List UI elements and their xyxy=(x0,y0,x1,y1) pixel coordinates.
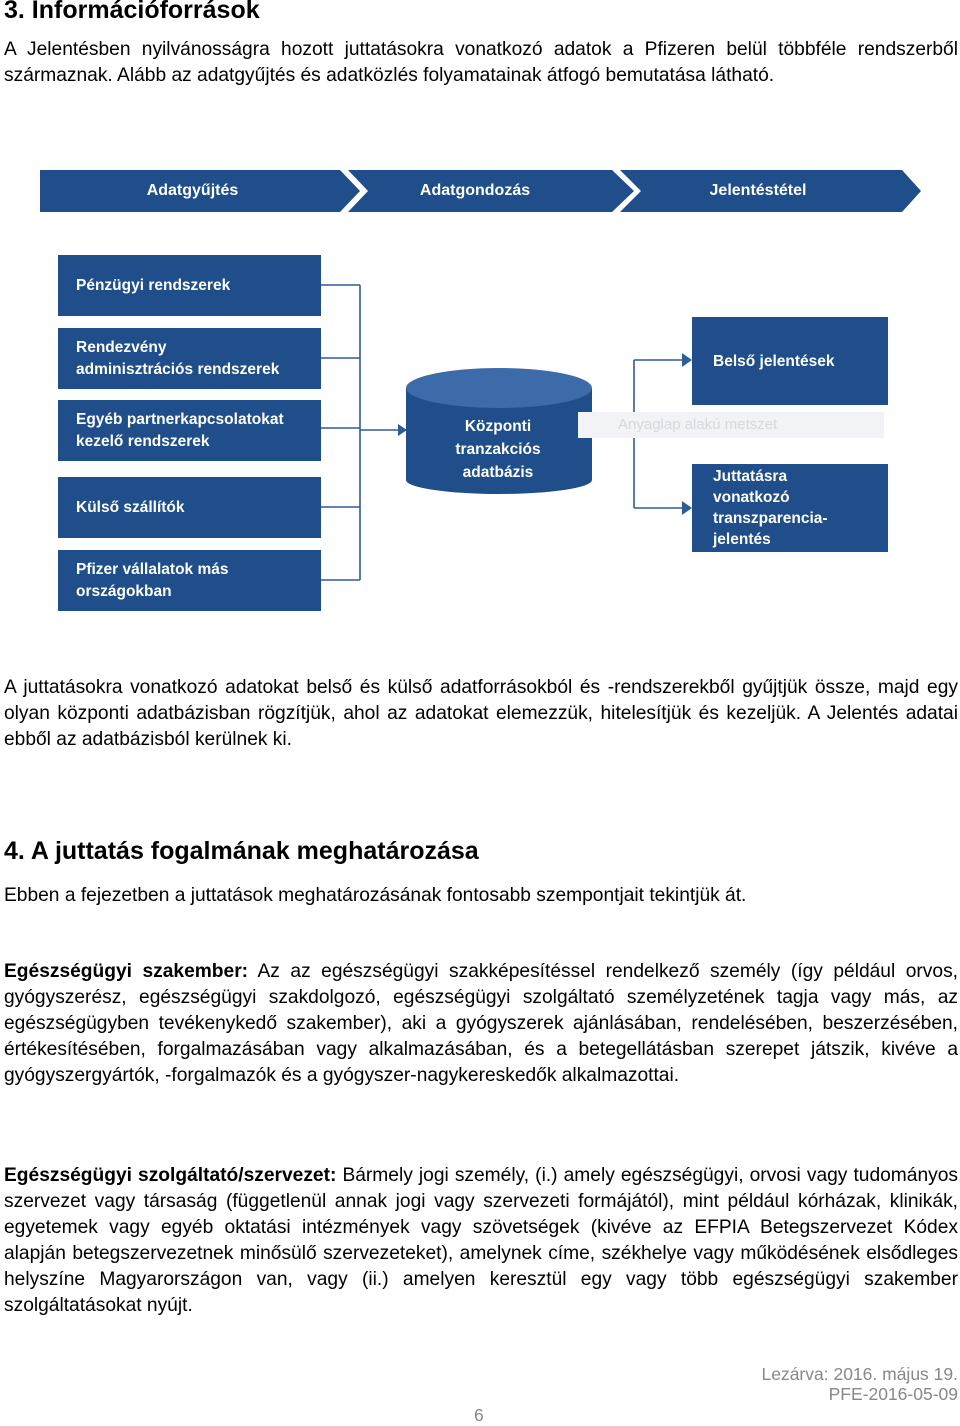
source-connectors xyxy=(321,285,398,580)
source-label: Rendezvény xyxy=(76,338,167,356)
footer-closed-date: Lezárva: 2016. május 19. xyxy=(761,1364,958,1384)
section-4-heading: 4. A juttatás fogalmának meghatározása xyxy=(4,837,479,865)
source-financial-systems xyxy=(58,255,321,316)
source-pfizer-other-countries xyxy=(58,550,321,611)
phase-reporting: Jelentéstétel xyxy=(709,182,807,199)
arrow-to-transparency-report xyxy=(682,501,692,515)
section-3-heading: 3. Információforrások xyxy=(4,0,260,24)
source-label: országokban xyxy=(76,582,172,600)
diagram-explanation: A juttatásokra vonatkozó adatokat belső és külső adatforrásokból és -rendszerekből gyűjtjük össze, majd egy olyan központi adatbázisban rögzítjük, ahol az adatokat elemezzük, hitelesítjük és kezeljük. A Jelentés adatai ebből az adatbázisból kerülnek ki. xyxy=(4,677,958,750)
source-external-vendors xyxy=(58,477,321,538)
section-3-intro: A Jelentésben nyilvánosságra hozott juttatásokra vonatkozó adatok a Pfizeren belül többféle rendszerből származnak. Alább az adatgyűjtés és adatközlés folyamatainak átfogó bemutatása látható. xyxy=(4,39,958,86)
footer-document-code: PFE-2016-05-09 xyxy=(828,1384,958,1404)
database-label-line: adatbázis xyxy=(462,464,534,481)
definition-term: Egészségügyi szolgáltató/szervezet: xyxy=(4,1165,337,1186)
database-label xyxy=(406,415,590,484)
database-label-line: tranzakciós xyxy=(455,441,541,458)
source-label: kezelő rendszerek xyxy=(76,432,210,450)
output-label: jelentés xyxy=(713,531,771,548)
output-transparency-report xyxy=(692,464,888,552)
definition-healthcare-professional xyxy=(4,959,958,1089)
data-flow-diagram xyxy=(0,160,960,630)
source-label: Egyéb partnerkapcsolatokat xyxy=(76,410,284,428)
output-label: transzparencia- xyxy=(713,510,828,527)
source-label: Pfizer vállalatok más xyxy=(76,560,229,578)
page-number: 6 xyxy=(474,1405,484,1425)
output-label: Juttatásra vonatkozó xyxy=(713,468,790,506)
output-internal-reports xyxy=(692,317,888,405)
definition-healthcare-organization xyxy=(4,1163,958,1319)
source-label: Külső szállítók xyxy=(76,498,185,516)
section-4-intro: Ebben a fejezetben a juttatások meghatározásának fontosabb szempontjait tekintjük át. xyxy=(4,885,747,906)
definition-text: Bármely jogi személy, (i.) amely egészségügyi, orvosi vagy tudományos szervezet vagy társaság (függetlenül annak jogi vagy szervezeti formájától), mint például kórházak, klinikák, egyetemek vagy egyéb oktatási intézmények vagy szövetségek (kivéve az EFPIA Betegszervezet Kódex alapján betegszervezetnek minősülő szervezeteket), amelynek címe, székhelye vagy működésének elsődleges helyszíne Magyarországon van, vagy (ii.) amelyen keresztül egy vagy több egészségügyi szakember szolgáltatásokat nyújt. xyxy=(4,1165,958,1316)
definition-term: Egészségügyi szakember: xyxy=(4,961,249,982)
output-label: Belső jelentések xyxy=(713,352,835,370)
database-label-line: Központi xyxy=(464,418,532,435)
source-label: Pénzügyi rendszerek xyxy=(76,276,231,294)
phase-curation: Adatgondozás xyxy=(419,182,531,199)
arrow-to-internal-reports xyxy=(682,353,692,367)
source-label: adminisztrációs rendszerek xyxy=(76,360,280,378)
phase-collection: Adatgyűjtés xyxy=(146,182,239,199)
source-event-admin-systems xyxy=(58,328,321,389)
definition-text: Az az egészségügyi szakképesítéssel rendelkező személy (így például orvos, gyógyszerész, egészségügyi szakdolgozó, egészségügyi szolgáltató személyzetének tagja vagy más, az egészségügyben tevékenykedő szakember), aki a gyógyszerek ajánlásában, rendelésében, beszerzésében, értékesítésében, forgalmazásában vagy alkalmazásában, és a betegellátásban szerepet játszik, kivéve a gyógyszergyártók, -forgalmazók és a gyógyszer-nagykereskedők alkalmazottai. xyxy=(4,961,958,1086)
ghost-shape-label: Anyaglap alakú metszet xyxy=(578,412,884,438)
source-partner-systems xyxy=(58,400,321,461)
